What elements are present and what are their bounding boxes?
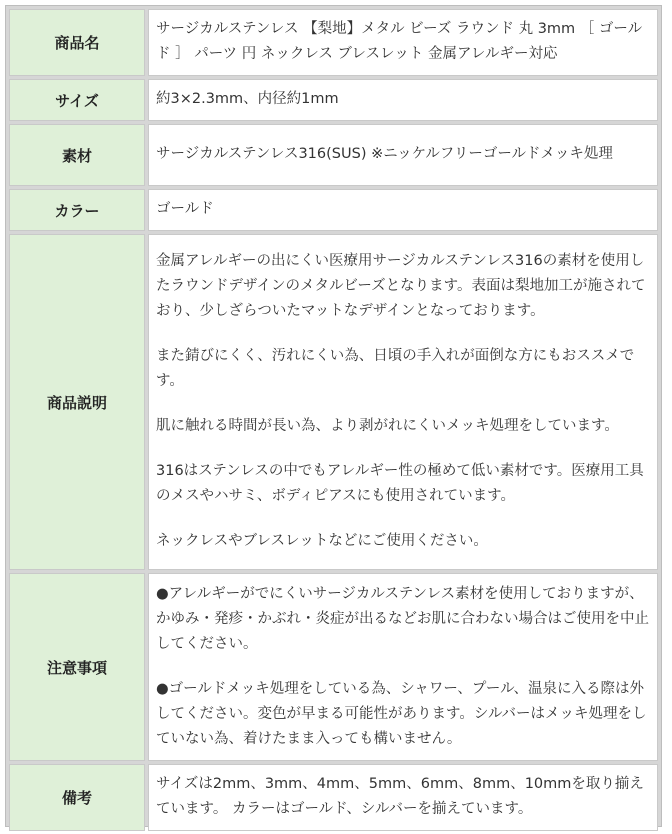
description-paragraph: 肌に触れる時間が長い為、より剥がれにくいメッキ処理をしています。: [156, 418, 619, 434]
row-size: [9, 79, 658, 121]
row-product-name: [9, 9, 658, 76]
label-color: カラー: [9, 189, 145, 231]
description-paragraph: ネックレスやブレスレットなどにご使用ください。: [156, 533, 488, 549]
value-paragraph: 約3×2.3mm、内径約1mm: [156, 91, 339, 107]
row-color: [9, 189, 658, 231]
label-notes: 注意事項: [9, 573, 145, 761]
row-description: [9, 234, 658, 570]
value-material: [148, 124, 658, 186]
value-paragraph: サージカルステンレス316(SUS) ※ニッケルフリーゴールドメッキ処理: [156, 146, 613, 162]
description-paragraph: また錆びにくく、汚れにくい為、日頃の手入れが面倒な方にもおススメです。: [156, 348, 635, 389]
notes-paragraph: ●アレルギーがでにくいサージカルステンレス素材を使用しておりますが、かゆみ・発疹・かぶれ・炎症が出るなどお肌に合わない場合はご使用を中止してください。: [156, 585, 649, 652]
label-size: サイズ: [9, 79, 145, 121]
value-color: [148, 189, 658, 231]
description-paragraph: 316はステンレスの中でもアレルギー性の極めて低い素材です。医療用工具のメスやハサミ、ボディピアスにも使用されています。: [156, 463, 644, 504]
product-spec-table: [9, 6, 658, 834]
row-material: [9, 124, 658, 186]
notes-paragraph: ●ゴールドメッキ処理をしている為、シャワー、プール、温泉に入る際は外してください。変色が早まる可能性があります。シルバーはメッキ処理をしていない為、着けたまま入っても構いません。: [156, 680, 647, 747]
value-description: [148, 234, 658, 570]
spec-table-frame: [5, 5, 662, 827]
value-product-name: [148, 9, 658, 76]
row-remarks: [9, 764, 658, 831]
row-notes: [9, 573, 658, 761]
value-remarks: [148, 764, 658, 831]
value-paragraph: サイズは2mm、3mm、4mm、5mm、6mm、8mm、10mmを取り揃えています。 カラーはゴールド、シルバーを揃えています。: [156, 776, 644, 817]
label-remarks: 備考: [9, 764, 145, 831]
label-description: 商品説明: [9, 234, 145, 570]
label-material: 素材: [9, 124, 145, 186]
value-paragraph: サージカルステンレス 【梨地】メタル ビーズ ラウンド 丸 3mm ［ ゴールド ］ パーツ 円 ネックレス ブレスレット 金属アレルギー対応: [156, 21, 643, 62]
value-notes: [148, 573, 658, 761]
value-size: [148, 79, 658, 121]
value-paragraph: ゴールド: [156, 201, 214, 217]
description-paragraph: 金属アレルギーの出にくい医療用サージカルステンレス316の素材を使用したラウンドデザインのメタルビーズとなります。表面は梨地加工が施されており、少しざらついたマットなデザインとなっております。: [156, 253, 646, 319]
label-product-name: 商品名: [9, 9, 145, 76]
